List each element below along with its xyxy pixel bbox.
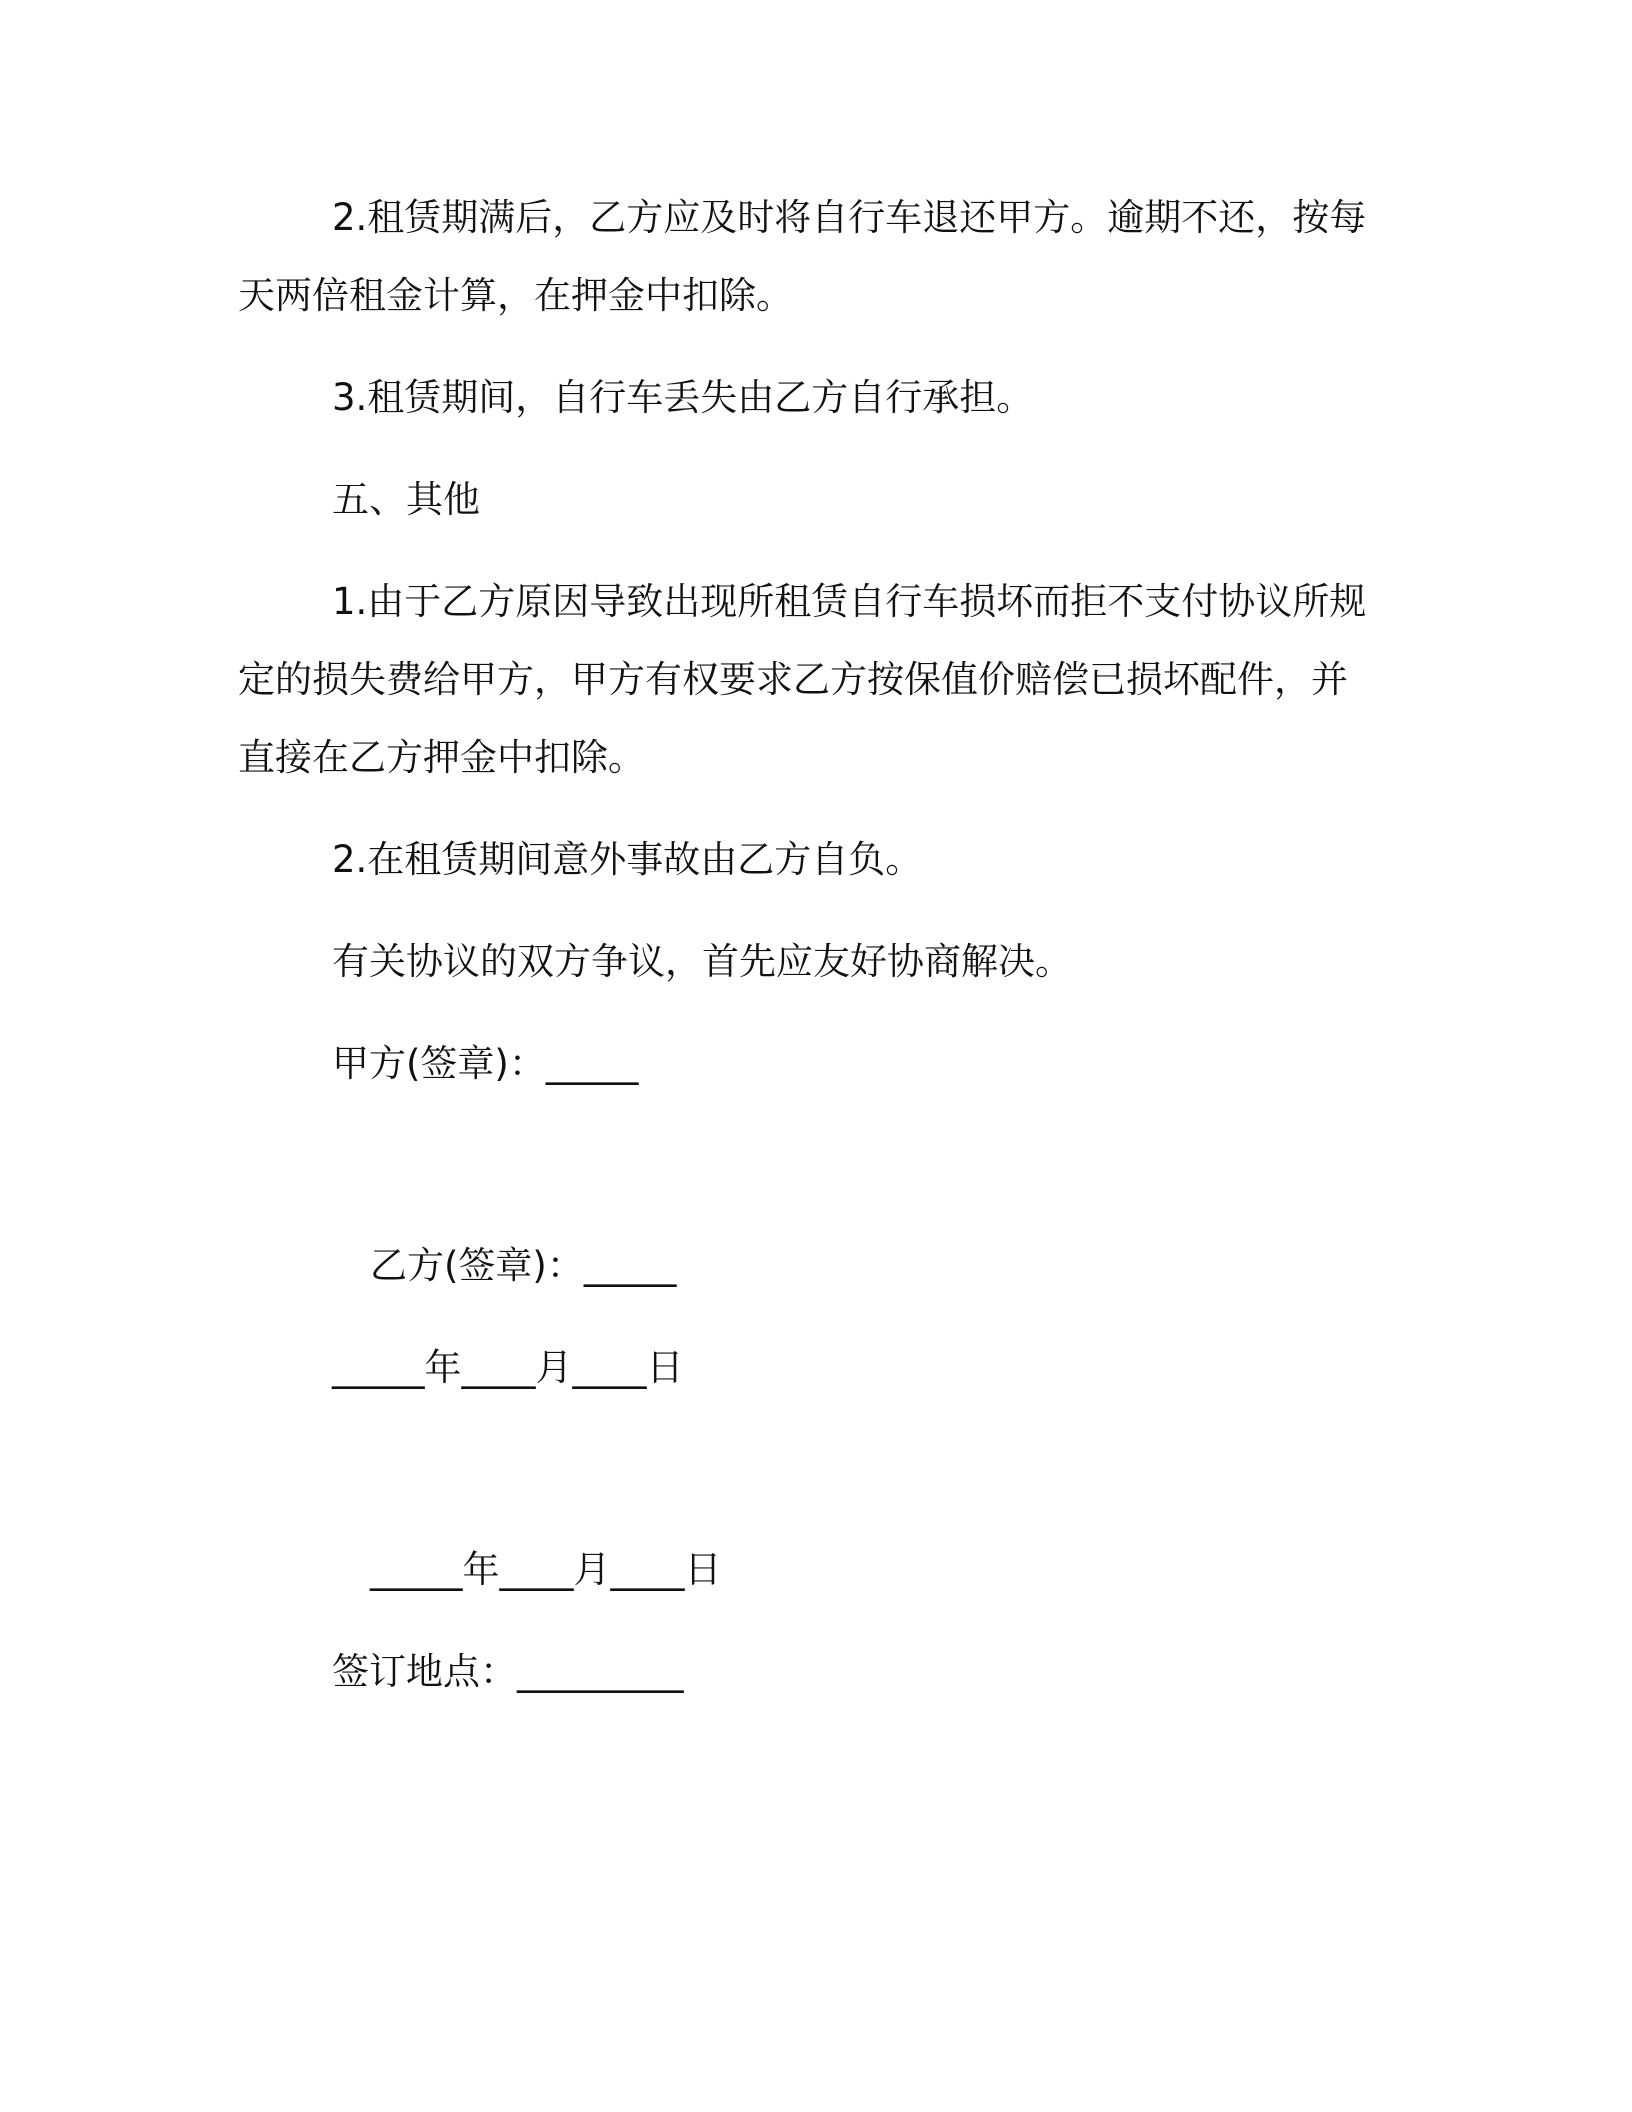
clause-5-2: 2.在租赁期间意外事故由乙方自负。 bbox=[332, 838, 923, 881]
party-a-signature: 甲方(签章)：_____ bbox=[332, 1042, 639, 1085]
clause-4-3: 3.租赁期间，自行车丢失由乙方自行承担。 bbox=[332, 376, 1034, 419]
clause-4-2-line-2: 天两倍租金计算，在押金中扣除。 bbox=[238, 274, 793, 317]
dispute-resolution: 有关协议的双方争议，首先应友好协商解决。 bbox=[332, 940, 1072, 983]
section-5-heading: 五、其他 bbox=[332, 478, 480, 521]
clause-5-1-line-1: 1.由于乙方原因导致出现所租赁自行车损坏而拒不支付协议所规 bbox=[332, 580, 1367, 623]
party-b-date: _____年____月____日 bbox=[370, 1548, 722, 1591]
party-a-date: _____年____月____日 bbox=[332, 1346, 684, 1389]
signing-location: 签订地点：_________ bbox=[332, 1650, 684, 1693]
party-b-signature: 乙方(签章)：_____ bbox=[370, 1244, 677, 1287]
clause-4-2-line-1: 2.租赁期满后，乙方应及时将自行车退还甲方。逾期不还，按每 bbox=[332, 196, 1367, 239]
clause-5-1-line-3: 直接在乙方押金中扣除。 bbox=[238, 736, 645, 779]
clause-5-1-line-2: 定的损失费给甲方，甲方有权要求乙方按保值价赔偿已损坏配件，并 bbox=[238, 658, 1348, 701]
